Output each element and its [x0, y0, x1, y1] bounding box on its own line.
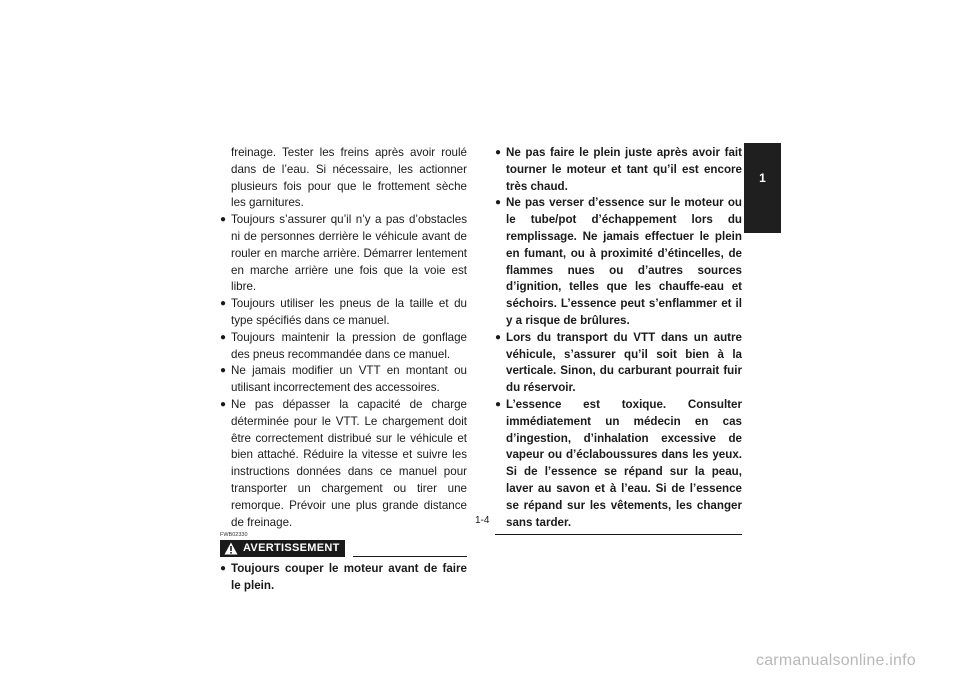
warning-rule [353, 556, 467, 557]
list-item [220, 212, 467, 296]
warning-list-item [220, 561, 467, 595]
bullet-icon: ● [220, 398, 227, 410]
bullet-icon: ● [220, 563, 227, 575]
warning-item-text: Ne pas verser d’essence sur le moteur ou le tube/pot d’échappement lors du remplissage. Ne jamais effectuer le plein en fumant, ou à proximité d’étincelles, de flammes nues ou d’autres sources d’ignition, telles que les chauffe-eau et séchoirs. L’essence peut s’enflammer et il y a risque de brûlures. [506, 196, 742, 327]
warning-list-item [495, 195, 742, 329]
list-item-text: Toujours utiliser les pneus de la taille et du type spécifiés dans ce manuel. [231, 297, 467, 327]
chapter-tab [744, 143, 781, 233]
bullet-icon: ● [220, 365, 227, 377]
warning-triangle-icon [224, 542, 238, 555]
warning-list-item [495, 145, 742, 195]
warning-list-item [495, 330, 742, 397]
left-column [220, 145, 467, 595]
warning-item-text: Lors du transport du VTT dans un autre véhicule, s’assurer qu’il soit bien à la verticale. Sinon, du carburant pourrait fuir du réservoir. [506, 330, 742, 395]
warning-code: FWB02330 [220, 532, 248, 539]
warning-item-text: L’essence est toxique. Consulter immédiatement un médecin en cas d’ingestion, d’inhalation excessive de vapeur ou d’éclaboussures dans les yeux. Si de l’essence se répand sur la peau, laver au savon et à l’eau. Si de l’essence se répand sur les vêtements, les changer sans tarder. [506, 397, 742, 529]
bullet-icon: ● [220, 214, 227, 226]
right-column [495, 145, 742, 535]
warning-end-rule [495, 534, 742, 535]
bullet-icon: ● [495, 331, 502, 343]
bullet-icon: ● [220, 331, 227, 343]
warning-list-item [495, 397, 742, 531]
list-item [220, 397, 467, 531]
bullet-icon: ● [495, 197, 502, 209]
warning-header [220, 540, 467, 557]
list-item-text: Toujours maintenir la pression de gonflage des pneus recommandée dans ce manuel. [231, 330, 467, 361]
warning-label: AVERTISSEMENT [243, 542, 340, 555]
intro-paragraph: freinage. Tester les freins après avoir roulé dans de l’eau. Si nécessaire, les actionner plusieurs fois pour que le frottement sèche les garnitures. [231, 146, 467, 210]
list-item [220, 330, 467, 364]
warning-item-text: Ne pas faire le plein juste après avoir fait tourner le moteur et tant qu’il est encore très chaud. [506, 146, 742, 193]
bullet-icon: ● [495, 147, 502, 158]
list-item [220, 296, 467, 330]
watermark: carmanualsonline.info [756, 652, 916, 669]
warning-badge [220, 540, 345, 557]
list-item-text: Ne pas dépasser la capacité de charge déterminée pour le VTT. Le chargement doit être correctement distribué sur le véhicule et bien attaché. Réduire la vitesse et suivre les instructions données dans ce manuel pour transporter un chargement ou tirer une remorque. Prévoir une plus grande distance de freinage. [231, 397, 467, 529]
list-item [220, 363, 467, 397]
bullet-icon: ● [220, 298, 227, 310]
chapter-number: 1 [759, 171, 766, 185]
list-item-text: Toujours s’assurer qu’il n’y a pas d’obstacles ni de personnes derrière le véhicule avant de rouler en marche arrière. Démarrer lentement en marche arrière une fois que la voie est libre. [231, 213, 467, 294]
bullet-icon: ● [495, 398, 502, 410]
page-number: 1-4 [475, 515, 490, 526]
list-item-text: Ne jamais modifier un VTT en montant ou utilisant incorrectement des accessoires. [231, 364, 467, 395]
warning-item-text: Toujours couper le moteur avant de faire le plein. [231, 562, 467, 593]
